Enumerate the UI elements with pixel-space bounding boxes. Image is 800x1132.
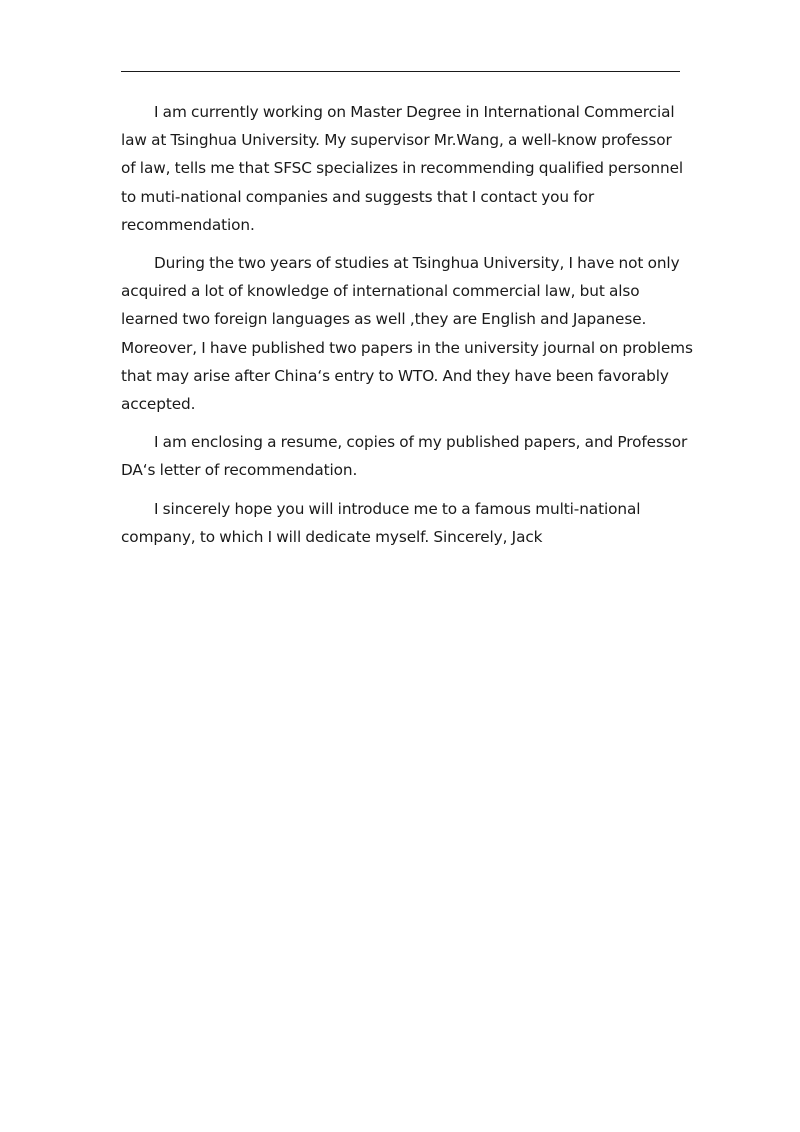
text-line: DA‘s letter of recommendation. — [121, 461, 358, 480]
header-rule — [121, 71, 680, 72]
text-line: that may arise after China‘s entry to WTO. And they have been favorably — [121, 366, 669, 385]
text-line: law at Tsinghua University. My supervisor Mr.Wang, a well-know professor — [121, 131, 672, 150]
text-line: I sincerely hope you will introduce me to a famous multi-national — [154, 499, 641, 518]
text-line: to muti-national companies and suggests that I contact you for — [121, 187, 595, 206]
paragraph-intro — [121, 98, 684, 239]
paragraph-studies — [121, 249, 693, 418]
text-line: company, to which I will dedicate myself. Sincerely, Jack — [121, 527, 543, 546]
text-line: I am currently working on Master Degree in International Commercial — [154, 103, 675, 121]
paragraph-closing — [121, 495, 681, 551]
letter-body — [121, 98, 693, 561]
text-line: Moreover, I have published two papers in the university journal on problems — [121, 338, 693, 357]
text-line: acquired a lot of knowledge of international commercial law, but also — [121, 282, 640, 301]
text-line: of law, tells me that SFSC specializes in recommending qualified personnel — [121, 159, 684, 178]
text-line: During the two years of studies at Tsinghua University, I have not only — [154, 254, 680, 273]
text-line: I am enclosing a resume, copies of my published papers, and Professor — [154, 433, 688, 452]
paragraph-enclosures — [121, 428, 688, 484]
text-line: accepted. — [121, 395, 196, 414]
text-line: recommendation. — [121, 215, 255, 234]
text-line: learned two foreign languages as well ,they are English and Japanese. — [121, 310, 647, 329]
